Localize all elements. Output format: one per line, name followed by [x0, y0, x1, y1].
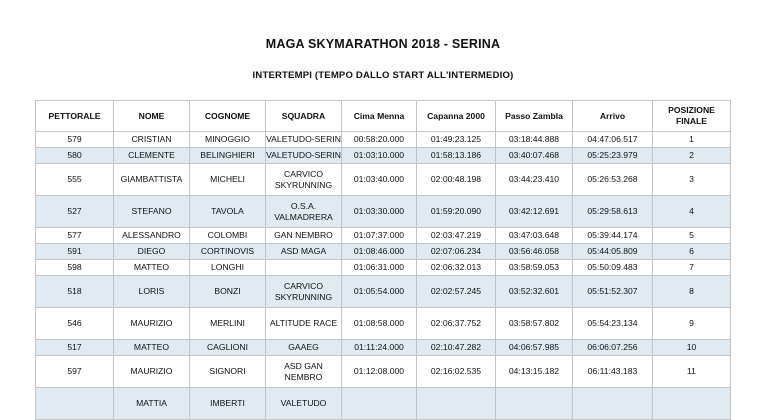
- cell-pettorale: [36, 388, 114, 420]
- cell-arrivo: 05:29:58.613: [573, 196, 653, 228]
- cell-cognome: BELINGHIERI: [190, 148, 266, 164]
- cell-posizione: 8: [653, 276, 731, 308]
- cell-posizione: [653, 388, 731, 420]
- cell-capanna-2000: 02:06:32.013: [417, 260, 496, 276]
- header-arrivo: Arrivo: [573, 101, 653, 132]
- cell-cima-menna: 01:05:54.000: [342, 276, 417, 308]
- cell-pettorale: 518: [36, 276, 114, 308]
- cell-arrivo: 05:54:23.134: [573, 308, 653, 340]
- header-pettorale: PETTORALE: [36, 101, 114, 132]
- cell-cima-menna: 01:11:24.000: [342, 340, 417, 356]
- table-row: [36, 276, 731, 308]
- header-squadra: SQUADRA: [266, 101, 342, 132]
- cell-nome: LORIS: [114, 276, 190, 308]
- cell-cognome: BONZI: [190, 276, 266, 308]
- cell-posizione: 2: [653, 148, 731, 164]
- table-row: [36, 164, 731, 196]
- cell-squadra: VALETUDO-SERIN: [266, 132, 342, 148]
- cell-nome: CRISTIAN: [114, 132, 190, 148]
- table-row: [36, 228, 731, 244]
- cell-posizione: 3: [653, 164, 731, 196]
- cell-squadra: ASD MAGA: [266, 244, 342, 260]
- cell-arrivo: 05:51:52.307: [573, 276, 653, 308]
- cell-cima-menna: 01:03:40.000: [342, 164, 417, 196]
- cell-cima-menna: 01:08:58.000: [342, 308, 417, 340]
- cell-passo-zambla: 04:13:15.182: [496, 356, 573, 388]
- table-row: [36, 132, 731, 148]
- header-cognome: COGNOME: [190, 101, 266, 132]
- table-row: [36, 260, 731, 276]
- cell-cima-menna: 01:08:46.000: [342, 244, 417, 260]
- cell-squadra: O.S.A. VALMADRERA: [266, 196, 342, 228]
- cell-cima-menna: 01:03:10.000: [342, 148, 417, 164]
- cell-passo-zambla: 03:42:12.691: [496, 196, 573, 228]
- cell-arrivo: 05:44:05.809: [573, 244, 653, 260]
- cell-posizione: 7: [653, 260, 731, 276]
- cell-passo-zambla: 03:47:03.648: [496, 228, 573, 244]
- cell-squadra: GAAEG: [266, 340, 342, 356]
- cell-nome: MAURIZIO: [114, 308, 190, 340]
- header-posizione-finale: POSIZIONE FINALE: [653, 101, 731, 132]
- header-passo-zambla: Passo Zambla: [496, 101, 573, 132]
- cell-squadra: VALETUDO: [266, 388, 342, 420]
- cell-pettorale: 580: [36, 148, 114, 164]
- cell-cima-menna: [342, 388, 417, 420]
- cell-nome: GIAMBATTISTA: [114, 164, 190, 196]
- cell-cognome: CORTINOVIS: [190, 244, 266, 260]
- cell-capanna-2000: 01:59:20.090: [417, 196, 496, 228]
- cell-passo-zambla: 03:56:46.058: [496, 244, 573, 260]
- cell-posizione: 4: [653, 196, 731, 228]
- cell-pettorale: 517: [36, 340, 114, 356]
- cell-cognome: COLOMBI: [190, 228, 266, 244]
- cell-pettorale: 598: [36, 260, 114, 276]
- table-row: [36, 388, 731, 420]
- cell-passo-zambla: 03:58:59.053: [496, 260, 573, 276]
- cell-cognome: CAGLIONI: [190, 340, 266, 356]
- cell-passo-zambla: 03:18:44.888: [496, 132, 573, 148]
- cell-arrivo: 05:50:09.483: [573, 260, 653, 276]
- cell-posizione: 6: [653, 244, 731, 260]
- cell-nome: MAURIZIO: [114, 356, 190, 388]
- cell-capanna-2000: 02:02:57.245: [417, 276, 496, 308]
- cell-passo-zambla: 03:44:23.410: [496, 164, 573, 196]
- cell-capanna-2000: 01:49:23.125: [417, 132, 496, 148]
- cell-nome: MATTEO: [114, 340, 190, 356]
- cell-passo-zambla: 03:52:32.601: [496, 276, 573, 308]
- cell-cima-menna: 01:03:30.000: [342, 196, 417, 228]
- cell-arrivo: [573, 388, 653, 420]
- cell-passo-zambla: 03:40:07.468: [496, 148, 573, 164]
- cell-posizione: 9: [653, 308, 731, 340]
- cell-cima-menna: 01:12:08.000: [342, 356, 417, 388]
- cell-cognome: TAVOLA: [190, 196, 266, 228]
- cell-cognome: MINOGGIO: [190, 132, 266, 148]
- cell-squadra: ALTITUDE RACE: [266, 308, 342, 340]
- header-cima-menna: Cima Menna: [342, 101, 417, 132]
- cell-arrivo: 05:26:53.268: [573, 164, 653, 196]
- cell-cima-menna: 01:06:31.000: [342, 260, 417, 276]
- cell-squadra: VALETUDO-SERIN: [266, 148, 342, 164]
- header-capanna-2000: Capanna 2000: [417, 101, 496, 132]
- cell-cognome: MICHELI: [190, 164, 266, 196]
- cell-nome: ALESSANDRO: [114, 228, 190, 244]
- cell-cognome: MERLINI: [190, 308, 266, 340]
- cell-cima-menna: 01:07:37.000: [342, 228, 417, 244]
- cell-squadra: GAN NEMBRO: [266, 228, 342, 244]
- cell-nome: DIEGO: [114, 244, 190, 260]
- cell-capanna-2000: 02:00:48.198: [417, 164, 496, 196]
- cell-pettorale: 555: [36, 164, 114, 196]
- cell-capanna-2000: 02:10:47.282: [417, 340, 496, 356]
- cell-capanna-2000: 02:07:06.234: [417, 244, 496, 260]
- cell-squadra: CARVICO SKYRUNNING: [266, 276, 342, 308]
- table-row: [36, 148, 731, 164]
- cell-nome: CLEMENTE: [114, 148, 190, 164]
- cell-capanna-2000: [417, 388, 496, 420]
- cell-pettorale: 577: [36, 228, 114, 244]
- cell-cognome: SIGNORI: [190, 356, 266, 388]
- document-subtitle: INTERTEMPI (TEMPO DALLO START ALL'INTERMEDIO): [252, 70, 514, 81]
- cell-arrivo: 04:47:06.517: [573, 132, 653, 148]
- cell-capanna-2000: 02:03:47.219: [417, 228, 496, 244]
- cell-capanna-2000: 01:58:13.186: [417, 148, 496, 164]
- cell-passo-zambla: 04:06:57.985: [496, 340, 573, 356]
- header-nome: NOME: [114, 101, 190, 132]
- cell-pettorale: 597: [36, 356, 114, 388]
- cell-arrivo: 06:11:43.183: [573, 356, 653, 388]
- cell-capanna-2000: 02:06:37.752: [417, 308, 496, 340]
- cell-nome: STEFANO: [114, 196, 190, 228]
- cell-pettorale: 527: [36, 196, 114, 228]
- cell-pettorale: 591: [36, 244, 114, 260]
- cell-passo-zambla: [496, 388, 573, 420]
- cell-pettorale: 546: [36, 308, 114, 340]
- table-row: [36, 244, 731, 260]
- cell-nome: MATTEO: [114, 260, 190, 276]
- cell-arrivo: 06:06:07.256: [573, 340, 653, 356]
- cell-cognome: LONGHI: [190, 260, 266, 276]
- table-row: [36, 356, 731, 388]
- cell-cognome: IMBERTI: [190, 388, 266, 420]
- cell-posizione: 5: [653, 228, 731, 244]
- cell-squadra: ASD GAN NEMBRO: [266, 356, 342, 388]
- cell-capanna-2000: 02:16:02.535: [417, 356, 496, 388]
- cell-posizione: 10: [653, 340, 731, 356]
- cell-posizione: 1: [653, 132, 731, 148]
- cell-cima-menna: 00:58:20.000: [342, 132, 417, 148]
- document-title: MAGA SKYMARATHON 2018 - SERINA: [265, 37, 501, 51]
- table-row: [36, 340, 731, 356]
- table-row: [36, 196, 731, 228]
- cell-pettorale: 579: [36, 132, 114, 148]
- cell-squadra: [266, 260, 342, 276]
- cell-arrivo: 05:25:23.979: [573, 148, 653, 164]
- results-table: [35, 100, 731, 420]
- table-header-row: [36, 101, 731, 132]
- cell-passo-zambla: 03:58:57.802: [496, 308, 573, 340]
- table-row: [36, 308, 731, 340]
- cell-nome: MATTIA: [114, 388, 190, 420]
- cell-posizione: 11: [653, 356, 731, 388]
- cell-squadra: CARVICO SKYRUNNING: [266, 164, 342, 196]
- cell-arrivo: 05:39:44.174: [573, 228, 653, 244]
